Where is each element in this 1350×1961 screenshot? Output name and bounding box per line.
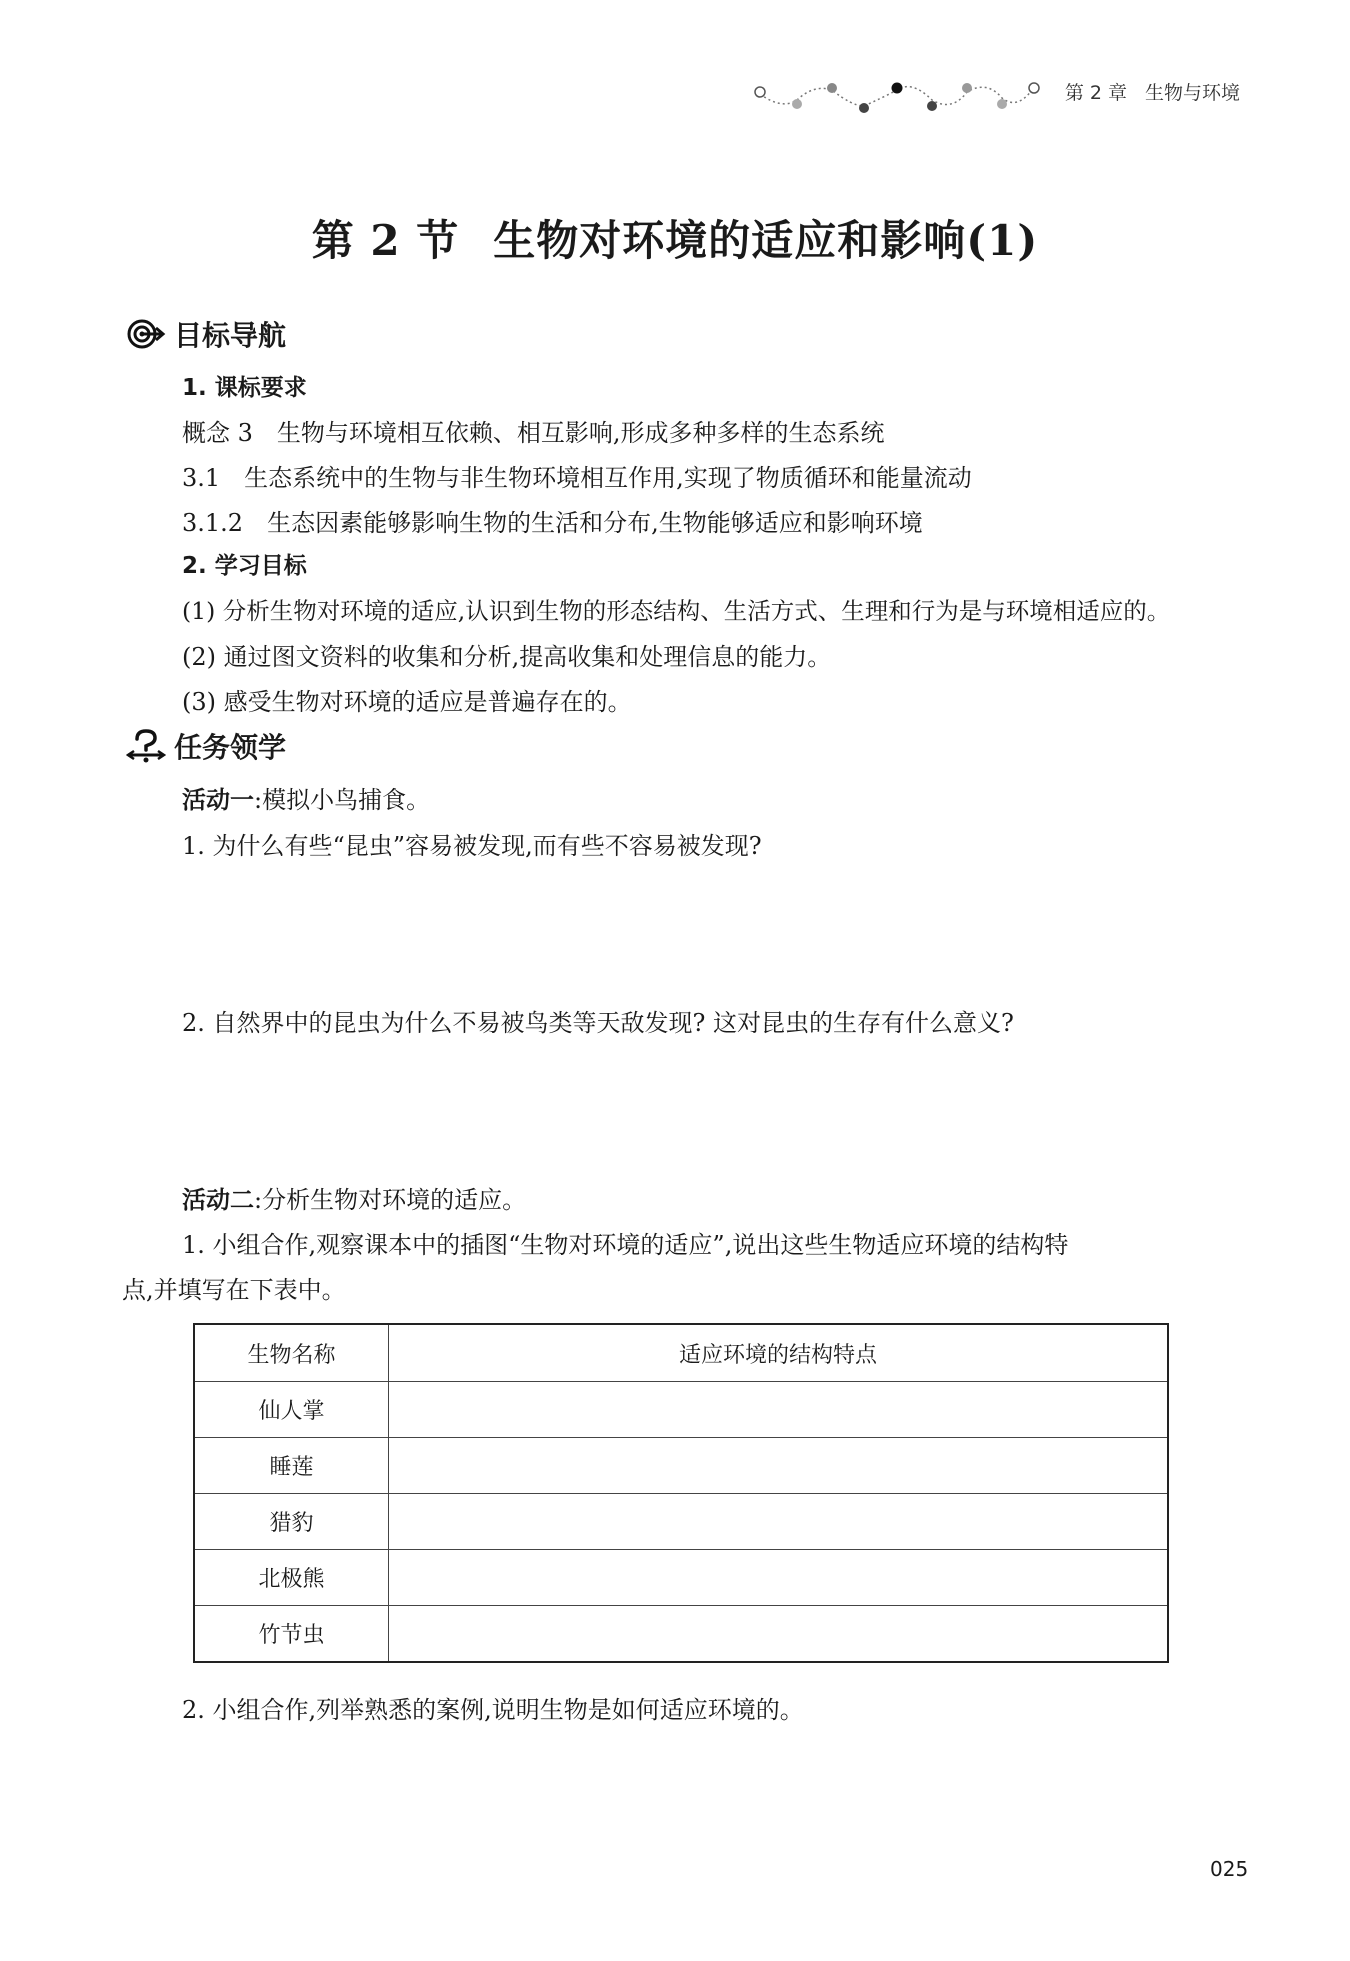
organism-name-cell: 猎豹 [194, 1494, 389, 1550]
objective-line-2: (2) 通过图文资料的收集和分析,提高收集和处理信息的能力。 [182, 643, 832, 671]
adaptation-table [193, 1323, 1169, 1663]
activity-2-text: :分析生物对环境的适应。 [254, 1186, 527, 1214]
organism-name-cell: 仙人掌 [194, 1382, 389, 1438]
page-title [0, 208, 1350, 268]
table-row [194, 1382, 1168, 1438]
question-guide-icon [126, 729, 166, 763]
activity-2 [182, 1180, 526, 1215]
organism-name-cell: 竹节虫 [194, 1606, 389, 1663]
activity-2-label: 活动二 [182, 1186, 254, 1214]
activity-1-question-1: 1. 为什么有些“昆虫”容易被发现,而有些不容易被发现? [182, 832, 762, 860]
table-row [194, 1550, 1168, 1606]
activity-1-label: 活动一 [182, 786, 254, 814]
table-header-organism: 生物名称 [194, 1324, 389, 1382]
features-answer-cell[interactable] [389, 1606, 1169, 1663]
goals-heading [126, 314, 286, 354]
features-answer-cell[interactable] [389, 1382, 1169, 1438]
standard-line-1: 概念 3 生物与环境相互依赖、相互影响,形成多种多样的生态系统 [182, 419, 885, 447]
section-number: 第 2 节 [311, 216, 460, 265]
features-answer-cell[interactable] [389, 1550, 1169, 1606]
page-number: 025 [1210, 1857, 1249, 1881]
activity-1 [182, 780, 430, 815]
standard-heading: 1. 课标要求 [182, 375, 307, 401]
tasks-heading [126, 726, 286, 766]
organism-name-cell: 睡莲 [194, 1438, 389, 1494]
activity-1-question-2: 2. 自然界中的昆虫为什么不易被鸟类等天敌发现? 这对昆虫的生存有什么意义? [182, 1009, 1014, 1037]
chapter-title: 生物与环境 [1144, 82, 1240, 104]
standard-line-3: 3.1.2 生态因素能够影响生物的生活和分布,生物能够适应和影响环境 [182, 509, 923, 537]
chapter-number: 第 2 章 [1064, 82, 1127, 104]
tasks-heading-text: 任务领学 [174, 731, 287, 764]
chapter-header [1065, 78, 1240, 105]
objective-line-1: (1) 分析生物对环境的适应,认识到生物的形态结构、生活方式、生理和行为是与环境相适应的。 [182, 597, 1171, 625]
objective-line-3: (3) 感受生物对环境的适应是普遍存在的。 [182, 688, 632, 716]
organism-name-cell: 北极熊 [194, 1550, 389, 1606]
activity-2-question-2: 2. 小组合作,列举熟悉的案例,说明生物是如何适应环境的。 [182, 1696, 804, 1724]
table-row [194, 1438, 1168, 1494]
activity-1-text: :模拟小鸟捕食。 [254, 786, 431, 814]
features-answer-cell[interactable] [389, 1438, 1169, 1494]
table-row [194, 1606, 1168, 1663]
activity-2-question-1-line-1: 1. 小组合作,观察课本中的插图“生物对环境的适应”,说出这些生物适应环境的结构特 [182, 1231, 1069, 1259]
standard-line-2: 3.1 生态系统中的生物与非生物环境相互作用,实现了物质循环和能量流动 [182, 464, 972, 492]
table-header-features: 适应环境的结构特点 [389, 1324, 1169, 1382]
activity-2-question-1-line-2: 点,并填写在下表中。 [122, 1276, 346, 1304]
objective-heading: 2. 学习目标 [182, 553, 307, 579]
goals-heading-text: 目标导航 [174, 319, 287, 352]
table-row [194, 1494, 1168, 1550]
table-header-row [194, 1324, 1168, 1382]
header-dots-decoration-icon [752, 76, 1042, 116]
features-answer-cell[interactable] [389, 1494, 1169, 1550]
section-name: 生物对环境的适应和影响(1) [493, 216, 1039, 265]
target-icon [126, 318, 166, 350]
